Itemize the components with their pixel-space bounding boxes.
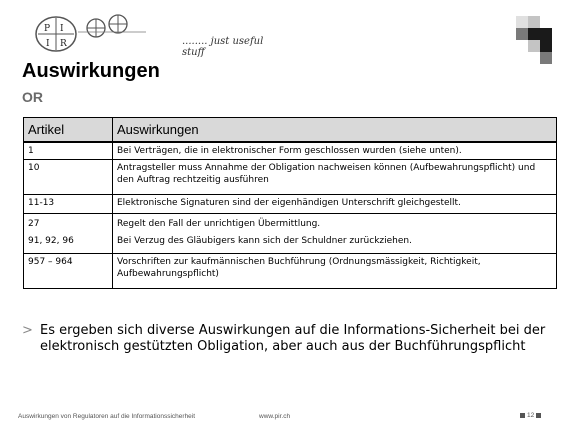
corner-decoration <box>516 16 564 64</box>
article-cell: 957 – 964 <box>24 254 113 289</box>
bullet-text: Es ergeben sich diverse Auswirkungen auf die Informations-Sicherheit bei der elektronisch gestützten Obligation, aber auch aus der Buchführungspflicht <box>40 323 546 354</box>
effect-cell: Antragsteller muss Annahme der Obligation nachweisen können (Aufbewahrungspflicht) und den Auftrag rechtzeitig ausführen <box>113 160 557 195</box>
article-cell: 10 <box>24 160 113 195</box>
table-row <box>24 254 557 289</box>
page-subtitle: OR <box>22 89 43 105</box>
square-icon <box>536 413 541 418</box>
effect-cell-merged <box>113 214 557 254</box>
article-cell: 11-13 <box>24 195 113 214</box>
square-icon <box>520 413 525 418</box>
logo-letter-r: R <box>60 39 67 49</box>
header-article: Artikel <box>24 118 113 143</box>
article-cell-merged <box>24 214 113 254</box>
article-cell: 1 <box>24 142 113 160</box>
table-header-row <box>24 118 557 143</box>
effect-cell: Bei Verträgen, die in elektronischer Form geschlossen wurden (siehe unten). <box>113 142 557 160</box>
logo-letter-i-bottom: I <box>46 39 50 49</box>
table-row <box>24 160 557 195</box>
bullet-marker: > <box>22 323 33 338</box>
effect-cell: Elektronische Signaturen sind der eigenhändigen Unterschrift gleichgestellt. <box>113 195 557 214</box>
footer-url: www.pir.ch <box>259 413 291 420</box>
table-row <box>24 142 557 160</box>
footer-title: Auswirkungen von Regulatoren auf die Informationssicherheit <box>18 413 196 420</box>
article-cell: 27 <box>28 219 40 229</box>
table-row <box>24 195 557 214</box>
logo-letter-i-top: I <box>60 24 64 34</box>
effect-cell: Vorschriften zur kaufmännischen Buchführung (Ordnungsmässigkeit, Richtigkeit, Aufbewahrungspflicht) <box>113 254 557 289</box>
logo-letter-p: P <box>44 24 51 34</box>
table-row <box>24 214 557 254</box>
impacts-table <box>23 117 557 289</box>
article-cell: 91, 92, 96 <box>28 236 74 246</box>
page-number-value: 12 <box>527 412 535 419</box>
logo <box>34 10 264 60</box>
effect-cell: Bei Verzug des Gläubigers kann sich der Schuldner zurückziehen. <box>117 236 412 246</box>
page-title: Auswirkungen <box>22 60 160 82</box>
effect-cell: Regelt den Fall der unrichtigen Übermittlung. <box>117 219 321 229</box>
page-number <box>518 412 543 419</box>
tagline: ........ just useful stuff <box>182 36 264 58</box>
header-effects: Auswirkungen <box>113 118 557 143</box>
